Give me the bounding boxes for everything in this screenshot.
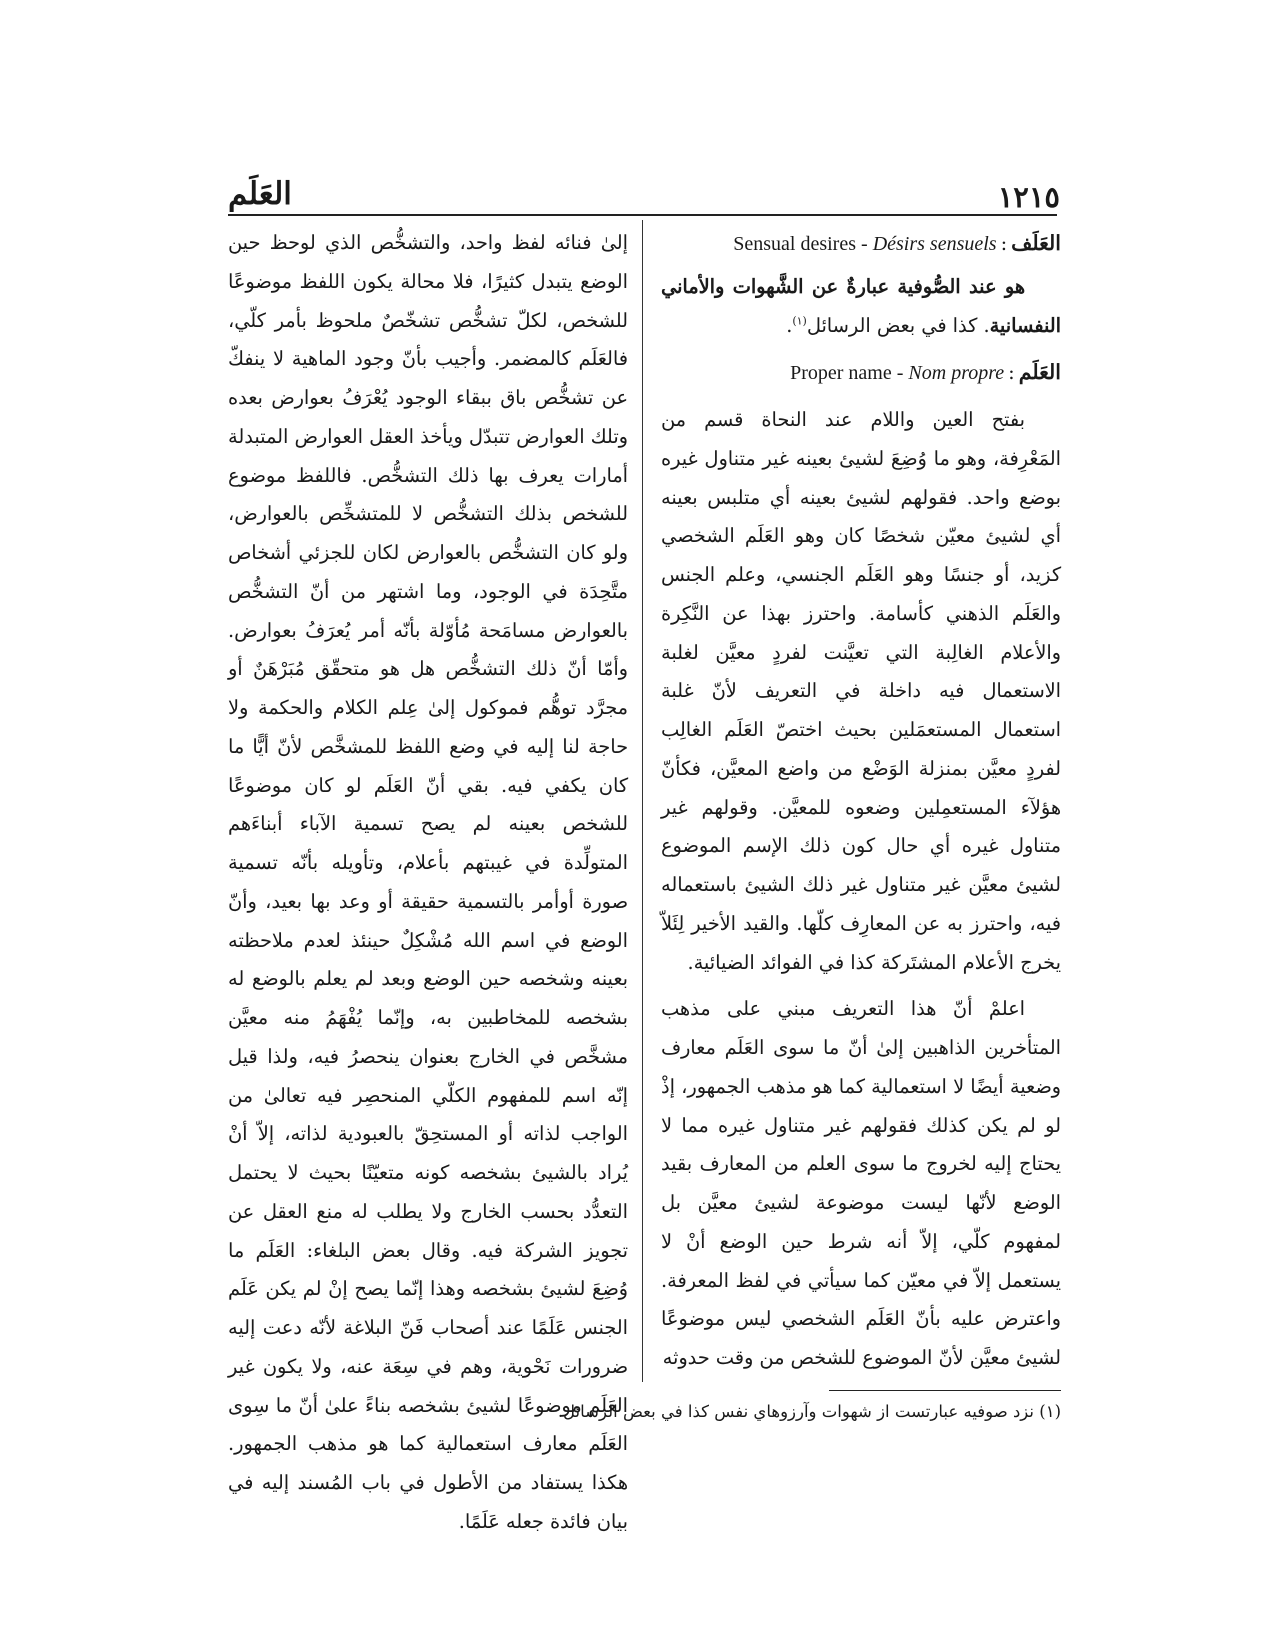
entry-french: Désirs sensuels bbox=[872, 233, 997, 255]
entry-separator: : bbox=[1000, 232, 1008, 255]
entry-english: Sensual desires bbox=[733, 233, 857, 255]
left-column bbox=[228, 224, 628, 1542]
entry-term: العَلَم bbox=[1018, 360, 1061, 385]
column-divider bbox=[642, 220, 643, 1382]
entry-heading-alalam bbox=[661, 353, 1061, 393]
definition-end: . bbox=[786, 313, 793, 337]
entry-heading-alalaf bbox=[661, 224, 1061, 264]
footnote-ref: (١) bbox=[792, 314, 807, 328]
header-rule bbox=[228, 214, 1057, 216]
footnote-rule bbox=[829, 1390, 1061, 1391]
entry-separator: : bbox=[1008, 361, 1015, 385]
entry-english: Proper name bbox=[790, 362, 892, 385]
entry-definition-alalaf bbox=[661, 268, 1061, 346]
translation-dash: - bbox=[891, 362, 909, 385]
entry-translations bbox=[733, 232, 996, 255]
page-number: ١٢١٥ bbox=[997, 180, 1060, 214]
running-title: العَلَم bbox=[228, 176, 292, 212]
entry-paragraph-continued: اعلمْ أنّ هذا التعريف مبني على مذهب المتأخرين الذاهبين إلىٰ أنّ ما سوى العَلَم معارف وضعية أيضًا لا استعمالية كما هو مذهب الجمهور، إذْ لو لم يكن كذلك فقولهم غير متناول غيره مما لا يحتاج إليه لخروج ما سوى العلم من المعارف بقيد الوضع لأنّها ليست موضوعة لشيئ معيَّن بل لمفهوم كلّي، إلاّ أنه شرط حين الوضع أنْ لا يستعمل إلاّ في معيّن كما سيأتي في لفظ المعرفة. واعترض عليه بأنّ العَلَم الشخصي ليس موضوعًا لشيئ معيَّن لأنّ الموضوع للشخص من وقت حدوثه bbox=[661, 997, 1061, 1369]
footnote: (١) نزد صوفيه عبارتست از شهوات وآرزوهاي نفس كذا في بعض الرسائل. bbox=[557, 1402, 1061, 1421]
definition-rest: . كذا في بعض الرسائل bbox=[806, 313, 990, 337]
entry-paragraph-overflow: إلىٰ فنائه لفظ واحد، والتشخُّص الذي لوحظ حين الوضع يتبدل كثيرًا، فلا محالة يكون اللفظ موضوعًا للشخص، لكلّ تشخُّص تشخّصٌ ملحوظ بأمر كلّي، فالعَلَم كالمضمر. وأجيب بأنّ وجود الماهية لا ينفكّ عن تشخُّص باق ببقاء الوجود يُعْرَفُ بعوارض بعده وتلك العوارض تتبدّل ويأخذ العقل العوارض المتبدلة أمارات يعرف بها ذلك التشخُّص. فاللفظ موضوع للشخص بذلك التشخُّص لا للمتشخِّص بالعوارض، ولو كان التشخُّص بالعوارض لكان للجزئي أشخاص متَّحِدَة في الوجود، وما اشتهر من أنّ التشخُّص بالعوارض مسامَحة مُأوّلة بأنّه أمر يُعرَفُ بعوارض. وأمّا أنّ ذلك التشخُّص هل هو متحقّق مُبَرْهَنٌ أو مجرَّد توهُّم فموكول إلىٰ عِلم الكلام والحكمة ولا حاجة لنا إليه في وضع اللفظ للمشخَّص لأنّ أيًّا ما كان يكفي فيه. بقي أنّ العَلَم لو كان موضوعًا للشخص بعينه لم يصح تسمية الآباء أبناءَهم المتولِّدة في غيبتهم بأعلام، وتأويله بأنّه تسمية صورة أوأمر بالتسمية حقيقة أو وعد بها بعيد، وأنّ الوضع في اسم الله مُشْكِلٌ حينئذ لعدم ملاحظته بعينه وشخصه حين الوضع وبعد لم يعلم بالوضع له بشخصه للمخاطبين به، وإنّما يُفْهَمُ منه معيَّن مشخَّص في الخارج بعنوان ينحصرُ فيه، ولذا قيل إنّه اسم للمفهوم الكلّي المنحصِر فيه تعالىٰ من الواجب لذاته أو المستحِقّ بالعبودية لذاته، إلاّ أنْ يُراد بالشيئ بشخصه كونه متعيّنًا بحيث لا يحتمل التعدُّد بحسب الخارج ولا يطلب له منع العقل عن تجويز الشركة فيه. وقال بعض البلغاء: العَلَم ما وُضِعَ لشيئ بشخصه وهذا إنّما يصح إنْ لم يكن عَلَم الجنس عَلَمًا عند أصحاب فَنّ البلاغة لأنّه دعت إليه ضرورات نَحْوية، وهم في سِعَة عنه، ولا يكون غير العَلَم موضوعًا لشيئ بشخصه بناءً علىٰ أنّ ما سِوى العَلَم معارف استعمالية كما هو مذهب الجمهور. هكذا يستفاد من الأطول في باب المُسند إليه في بيان فائدة جعله عَلَمًا. bbox=[228, 231, 628, 1533]
entry-paragraph: بفتح العين واللام عند النحاة قسم من المَعْرِفة، وهو ما وُضِعَ لشيئ بعينه غير متناول غيره بوضع واحد. فقولهم لشيئ بعينه أي متلبس بعينه أي لشيئ معيّن شخصًا كان وهو العَلَم الشخصي كزيد، أو جنسًا وهو العَلَم الجنسي، وعلم الجنس والعَلَم الذهني كأسامة. واحترز بهذا عن النَّكِرة والأعلام الغالِبة التي تعيَّنت لفردٍ معيَّن لغلبة الاستعمال فيه داخلة في التعريف لأنّ غلبة استعمال المستعمَلين بحيث اختصّ العَلَم الغالِب لفردٍ معيَّن بمنزلة الوَضْع من واضع المعيَّن، فكأنّ هؤلآء المستعمِلين وضعوه للمعيَّن. وقولهم غير متناول غيره أي حال كون ذلك الإسم الموضوع لشيئ معيَّن غير متناول غير ذلك الشيئ باستعماله فيه، واحترز به عن المعارِف كلّها. والقيد الأخير لِئَلاّ يخرج الأعلام المشتَركة كذا في الفوائد الضيائية. bbox=[661, 408, 1061, 974]
definition-bold: هو عند الصُّوفية عبارةٌ عن الشَّهوات والأماني النفسانية bbox=[661, 274, 1061, 337]
translation-dash: - bbox=[856, 233, 873, 255]
entry-french: Nom propre bbox=[908, 362, 1005, 385]
entry-translations bbox=[790, 361, 1004, 384]
entry-term: العَلَف bbox=[1011, 231, 1061, 255]
right-column bbox=[661, 224, 1061, 1378]
